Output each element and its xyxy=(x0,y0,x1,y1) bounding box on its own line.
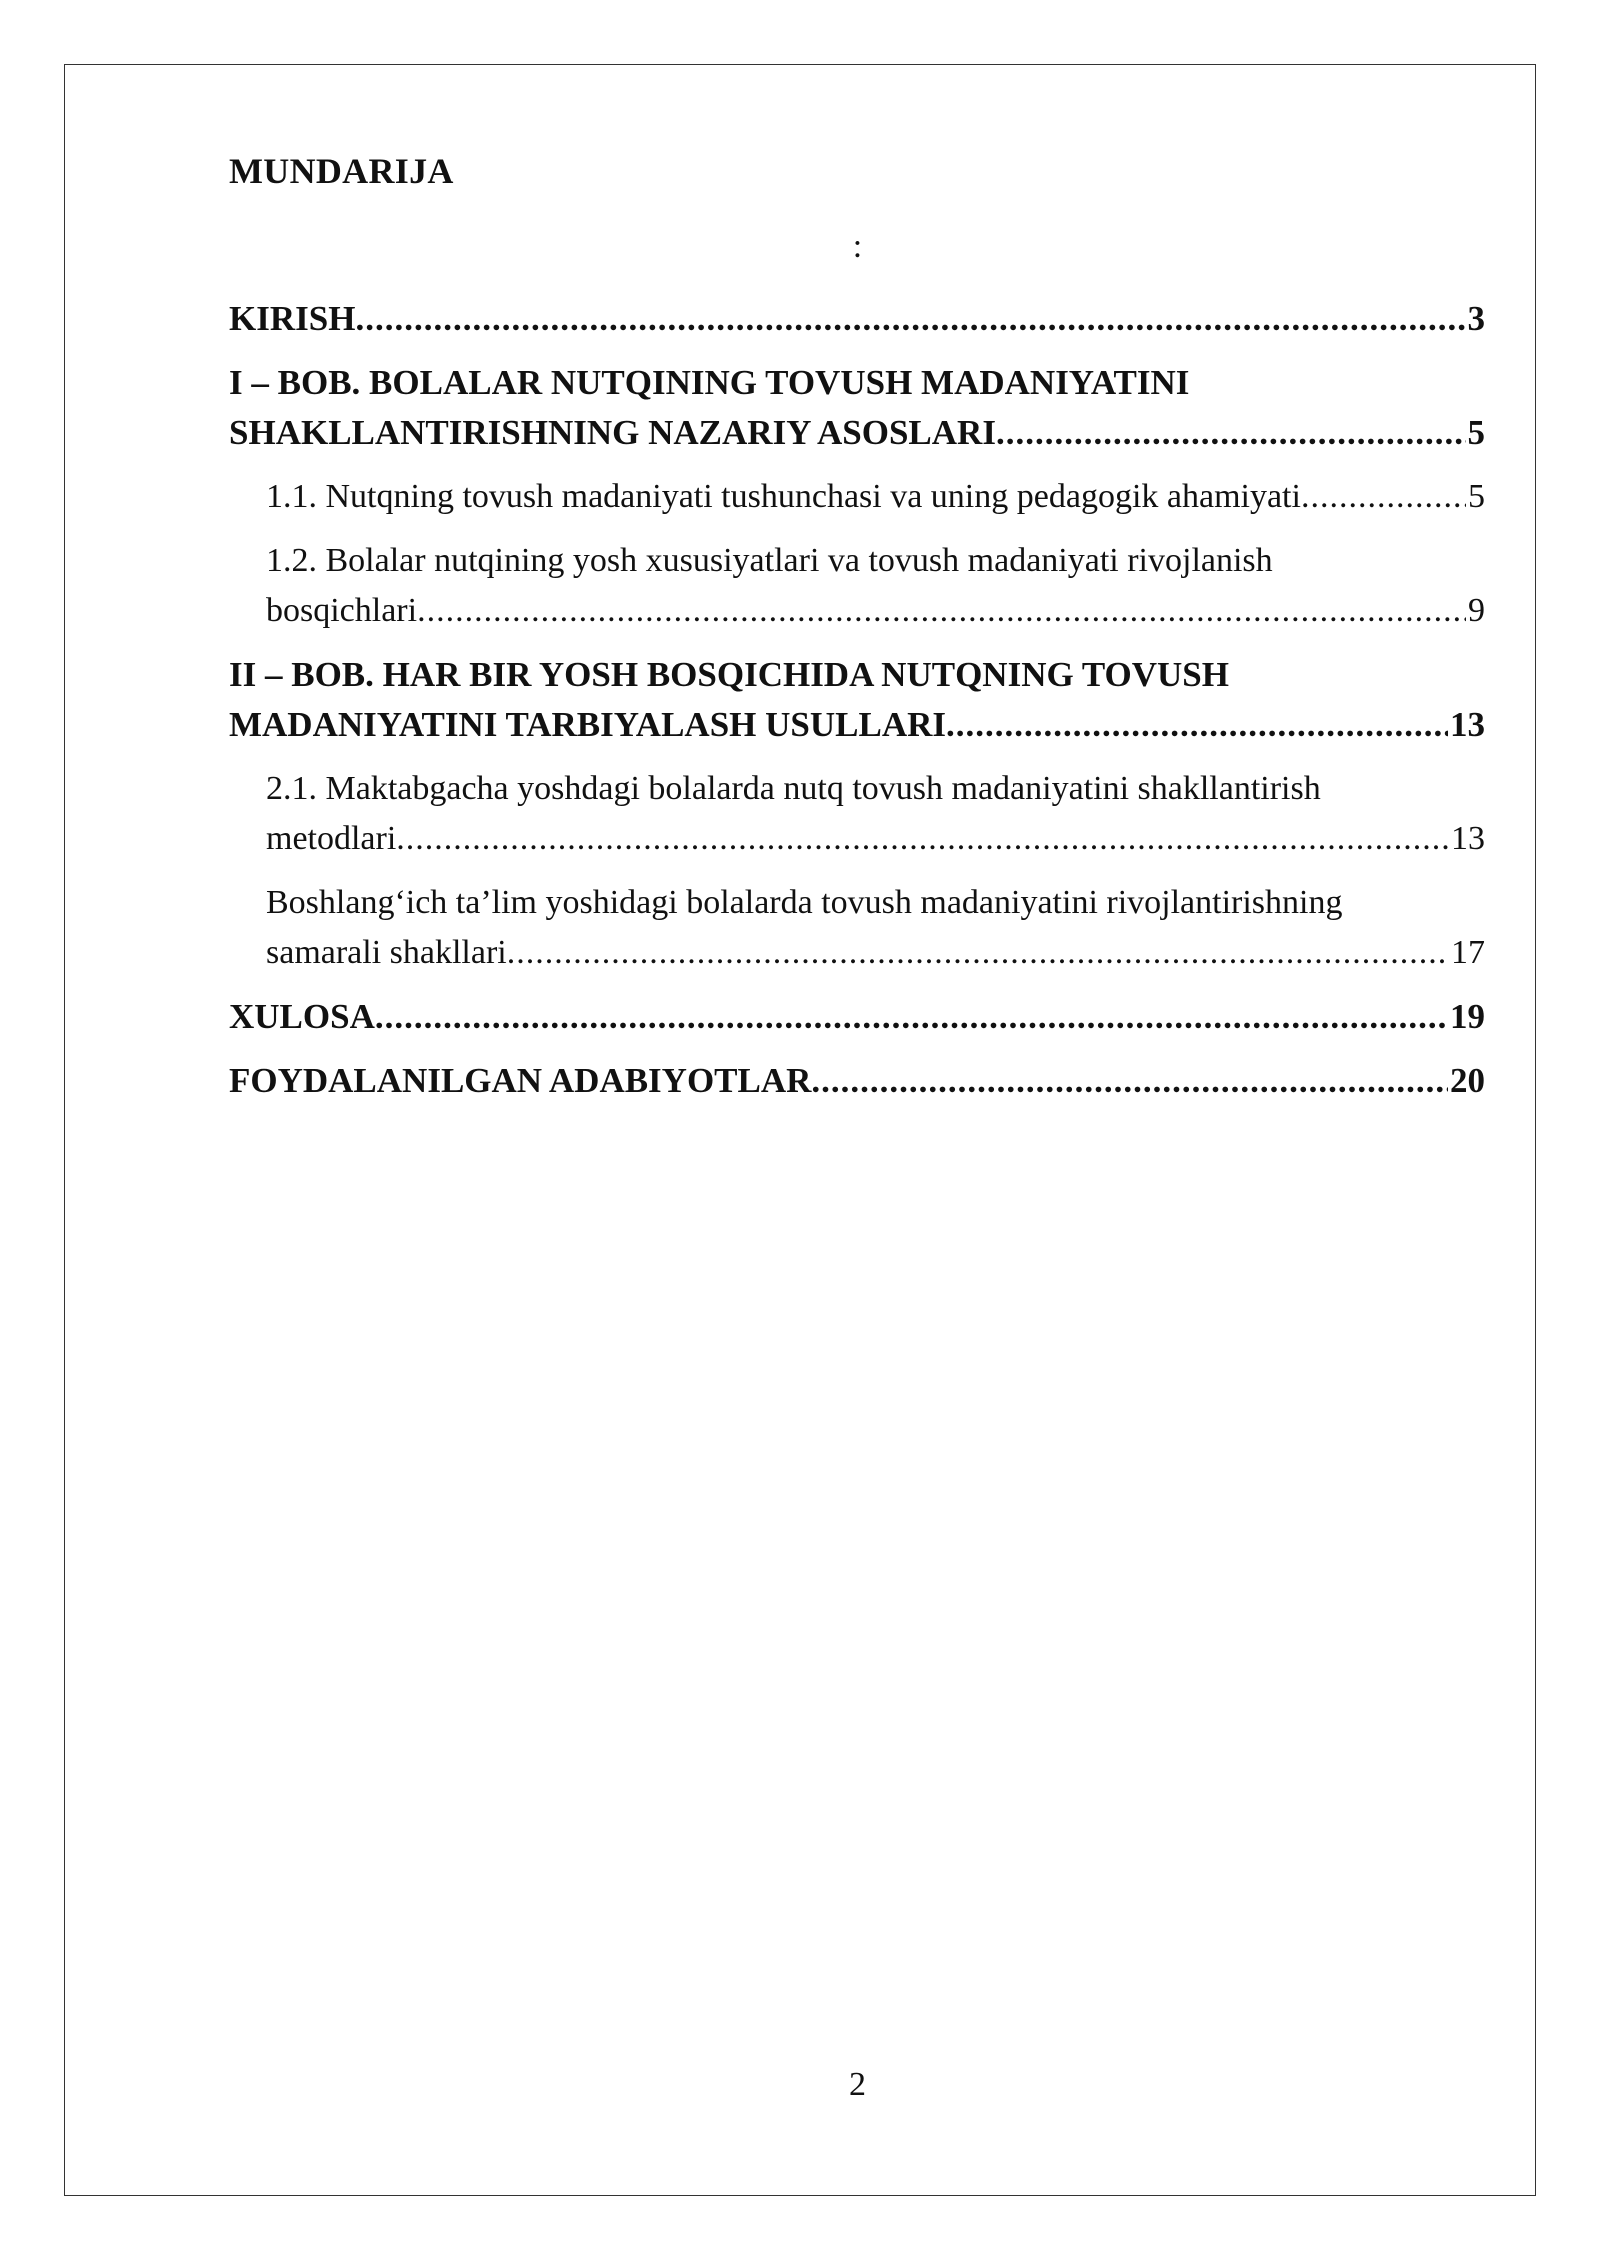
toc-entry-section-2-2[interactable] xyxy=(229,878,1485,978)
toc-entry-section-1-2[interactable] xyxy=(229,536,1485,636)
toc-entry-section-1-1[interactable] xyxy=(229,472,1485,522)
toc-entry-title-line: SHAKLLANTIRISHNING NAZARIY ASOSLARI xyxy=(229,413,996,452)
toc-entry-title: KIRISH xyxy=(229,299,356,338)
toc-dot-leader xyxy=(355,294,1465,344)
toc-page-number: 13 xyxy=(1450,705,1485,744)
toc-page-number: 20 xyxy=(1450,1061,1485,1100)
toc-entry-title-line: Boshlang‘ich ta’lim yoshidagi bolalarda tovush madaniyatini rivojlantirishning xyxy=(266,884,1343,921)
toc-entry-kirish[interactable] xyxy=(229,294,1485,344)
toc-entry-xulosa[interactable] xyxy=(229,992,1485,1042)
toc-page-number: 3 xyxy=(1467,299,1485,338)
toc-dot-leader xyxy=(996,408,1466,458)
toc-page-number: 9 xyxy=(1468,592,1485,629)
toc-entry-title: XULOSA xyxy=(229,997,375,1036)
toc-dot-leader xyxy=(507,928,1449,978)
toc-page-number: 13 xyxy=(1451,820,1485,857)
page-number: 2 xyxy=(849,2066,866,2103)
toc-dot-leader xyxy=(811,1056,1448,1106)
toc-entry-title-line: MADANIYATINI TARBIYALASH USULLARI xyxy=(229,705,947,744)
toc-entry-title-line: samarali shakllari xyxy=(266,934,507,971)
toc-page-number: 17 xyxy=(1451,934,1485,971)
toc-entry-chapter-1[interactable] xyxy=(229,358,1485,458)
toc-entry-title-line: 1.2. Bolalar nutqining yosh xususiyatlari va tovush madaniyati rivojlanish xyxy=(266,542,1273,579)
toc-entry-title: FOYDALANILGAN ADABIYOTLAR xyxy=(229,1061,812,1100)
separator-colon: : xyxy=(852,228,863,265)
toc-entry-title-line: II – BOB. HAR BIR YOSH BOSQICHIDA NUTQNING TOVUSH xyxy=(229,655,1229,694)
toc-entry-title-line: metodlari xyxy=(266,820,397,857)
table-of-contents xyxy=(229,294,1485,1106)
toc-dot-leader xyxy=(375,992,1448,1042)
toc-entry-section-2-1[interactable] xyxy=(229,764,1485,864)
toc-entry-adabiyotlar[interactable] xyxy=(229,1056,1485,1106)
toc-dot-leader xyxy=(946,700,1448,750)
toc-entry-title-line: bosqichlari xyxy=(266,592,418,629)
toc-entry-title-line: I – BOB. BOLALAR NUTQINING TOVUSH MADANIYATINI xyxy=(229,363,1190,402)
toc-page-number: 5 xyxy=(1468,478,1485,515)
toc-entry-chapter-2[interactable] xyxy=(229,650,1485,750)
toc-dot-leader xyxy=(396,814,1449,864)
toc-dot-leader xyxy=(417,586,1466,636)
toc-entry-title-line: 2.1. Maktabgacha yoshdagi bolalarda nutq tovush madaniyatini shakllantirish xyxy=(266,770,1321,807)
toc-page-number: 19 xyxy=(1450,997,1485,1036)
toc-page-number: 5 xyxy=(1467,413,1485,452)
toc-dot-leader xyxy=(1301,472,1466,522)
document-heading: MUNDARIJA xyxy=(229,151,454,191)
toc-entry-title: 1.1. Nutqning tovush madaniyati tushunchasi va uning pedagogik ahamiyati xyxy=(266,478,1301,515)
